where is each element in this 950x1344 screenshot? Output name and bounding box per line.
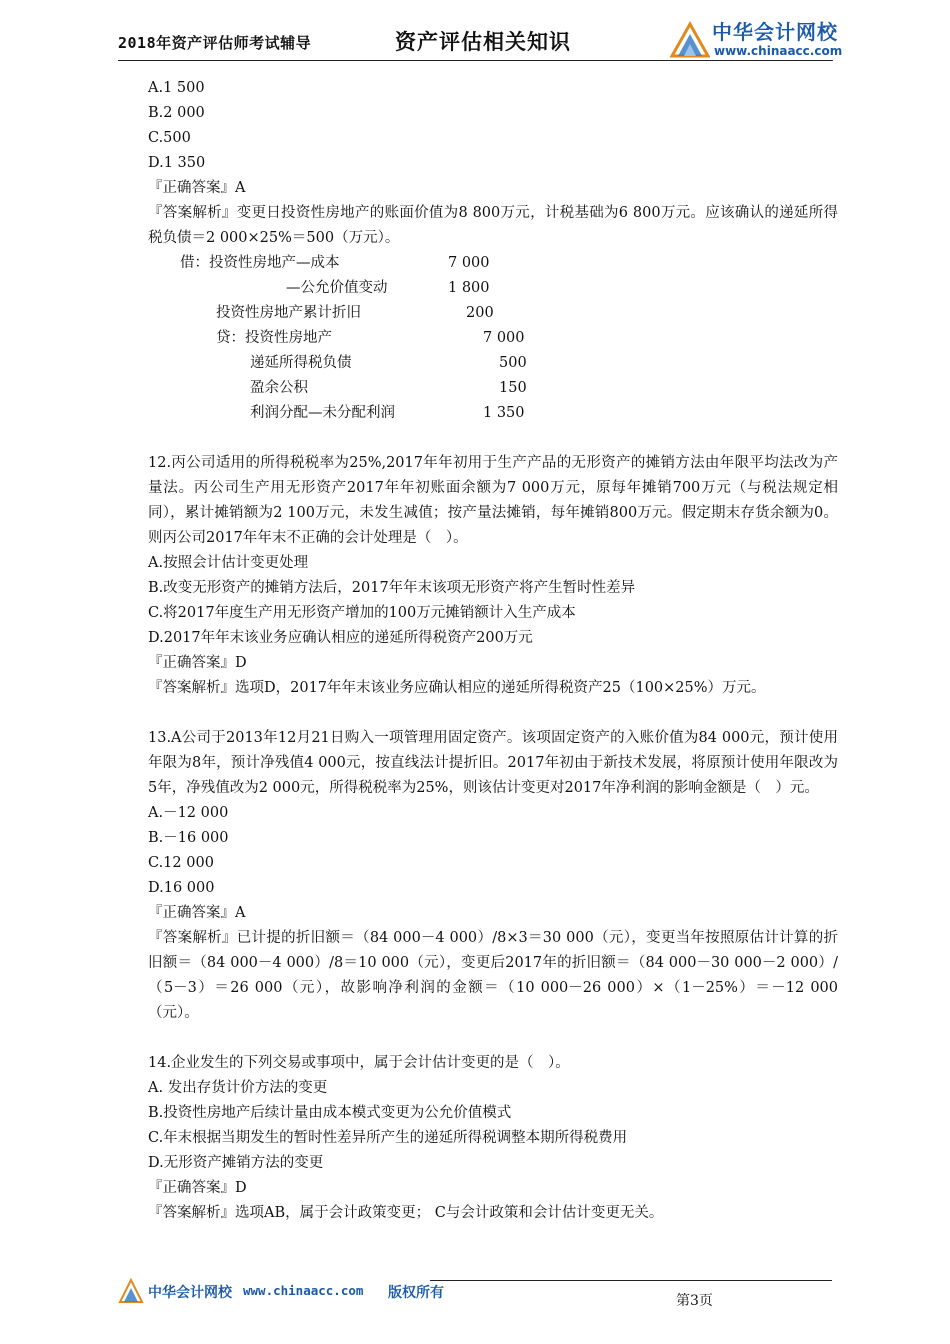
header-course-title: 2018年资产评估师考试辅导 (118, 34, 312, 52)
q12-option-d: D.2017年年末该业务应确认相应的递延所得税资产200万元 (148, 630, 533, 646)
q14-option-c: C.年末根据当期发生的暂时性差异所产生的递延所得税调整本期所得税费用 (148, 1130, 628, 1146)
q13-option-c: C.12 000 (148, 855, 214, 871)
q12-answer: 『正确答案』D (148, 655, 247, 671)
footer-logo-icon (118, 1278, 144, 1304)
journal-entry (118, 251, 838, 426)
q13-analysis: 『答案解析』已计提的折旧额＝（84 000－4 000）/8×3＝30 000（元），变更当年按照原估计计算的折旧额＝（84 000－4 000）/8＝10 000（元），变更后2017年的折旧额＝（84 000－30 000－2 000）/（5－3）＝26 000（元），故影响净利润的金额＝（10 000－26 000）×（1－25%）＝－12 000（元）。 (148, 930, 838, 1021)
journal-surplus-reserve-amount: 150 (499, 380, 527, 396)
q13-option-d: D.16 000 (148, 880, 215, 896)
q11-option-c: C.500 (148, 130, 191, 146)
logo-url: www.chinaacc.com (714, 44, 843, 58)
journal-debit-fv-change: —公允价值变动 (286, 280, 388, 296)
journal-credit-property-amount: 7 000 (483, 330, 525, 346)
q14-option-b: B.投资性房地产后续计量由成本模式变更为公允价值模式 (148, 1105, 512, 1121)
q13-answer: 『正确答案』A (148, 905, 246, 921)
q13-option-a: A.－12 000 (148, 805, 229, 821)
q12-analysis: 『答案解析』选项D，2017年年末该业务应确认相应的递延所得税资产25（100×25%）万元。 (148, 680, 766, 696)
q12-option-a: A.按照会计估计变更处理 (148, 555, 309, 571)
journal-debit-cost-amount: 7 000 (448, 255, 490, 271)
header-divider (118, 60, 833, 61)
journal-credit-property: 贷：投资性房地产 (216, 330, 332, 346)
q14-option-d: D.无形资产摊销方法的变更 (148, 1155, 324, 1171)
journal-deferred-tax-amount: 500 (499, 355, 527, 371)
q14-analysis: 『答案解析』选项AB，属于会计政策变更； C与会计政策和会计估计变更无关。 (148, 1205, 664, 1221)
footer-url[interactable]: www.chinaacc.com (243, 1283, 364, 1298)
q12-option-c: C.将2017年度生产用无形资产增加的100万元摊销额计入生产成本 (148, 605, 576, 621)
footer-divider (430, 1280, 832, 1281)
journal-accum-depreciation: 投资性房地产累计折旧 (216, 305, 361, 321)
q13-option-b: B.－16 000 (148, 830, 229, 846)
journal-debit-fv-change-amount: 1 800 (448, 280, 490, 296)
q11-analysis: 『答案解析』变更日投资性房地产的账面价值为8 800万元，计税基础为6 800万元。应该确认的递延所得税负债＝2 000×25%＝500（万元）。 (148, 205, 838, 246)
journal-surplus-reserve: 盈余公积 (250, 380, 308, 396)
header-subject-title: 资产评估相关知识 (395, 30, 571, 54)
q14-answer: 『正确答案』D (148, 1180, 247, 1196)
q14-option-a: A. 发出存货计价方法的变更 (148, 1080, 328, 1096)
logo-name: 中华会计网校 (712, 20, 838, 44)
logo-triangle-icon (668, 20, 710, 60)
q11-option-a: A.1 500 (148, 80, 205, 96)
footer-rights: 版权所有 (388, 1285, 444, 1301)
q12-option-b: B.改变无形资产的摊销方法后，2017年年末该项无形资产将产生暂时性差异 (148, 580, 636, 596)
journal-accum-depreciation-amount: 200 (466, 305, 494, 321)
q14-stem: 14.企业发生的下列交易或事项中，属于会计估计变更的是（ ）。 (148, 1055, 570, 1071)
journal-undistributed-profit: 利润分配—未分配利润 (250, 405, 395, 421)
q11-option-d: D.1 350 (148, 155, 206, 171)
journal-undistributed-profit-amount: 1 350 (483, 405, 525, 421)
q13-stem: 13.A公司于2013年12月21日购入一项管理用固定资产。该项固定资产的入账价值为84 000元，预计使用年限为8年，预计净残值4 000元，按直线法计提折旧。2017年初由于新技术发展，将原预计使用年限改为5年，净残值改为2 000元，所得税税率为25%，则该估计变更对2017年净利润的影响金额是（ ）元。 (148, 730, 838, 796)
q11-answer: 『正确答案』A (148, 180, 246, 196)
journal-debit-cost: 借：投资性房地产—成本 (180, 255, 340, 271)
q11-option-b: B.2 000 (148, 105, 205, 121)
q12-stem: 12.丙公司适用的所得税税率为25%,2017年年初用于生产产品的无形资产的摊销方法由年限平均法改为产量法。丙公司生产用无形资产2017年年初账面余额为7 000万元，原每年摊销700万元（与税法规定相同），累计摊销额为2 100万元，未发生减值；按产量法摊销，每年摊销800万元。假定期末存货余额为0。则丙公司2017年年末不正确的会计处理是（ ）。 (148, 455, 838, 546)
page-content (118, 76, 838, 1226)
journal-deferred-tax: 递延所得税负债 (250, 355, 352, 371)
page-number: 第3页 (676, 1293, 713, 1309)
footer-brand: 中华会计网校 (148, 1285, 232, 1301)
header-logo (668, 14, 846, 62)
